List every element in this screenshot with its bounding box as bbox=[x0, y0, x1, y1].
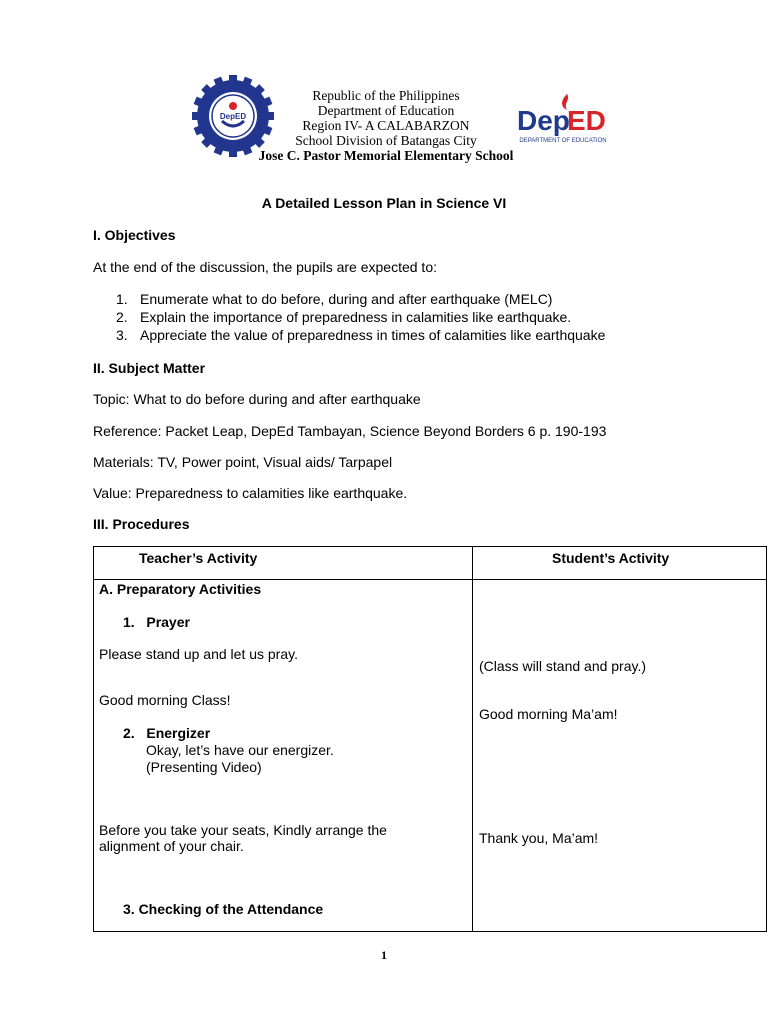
item-text: Appreciate the value of preparedness in times of calamities like earthquake bbox=[140, 327, 606, 343]
greeting-student-text: Good morning Ma’am! bbox=[479, 706, 618, 722]
objectives-list bbox=[116, 290, 605, 344]
list-item bbox=[116, 326, 605, 344]
energizer-number: 2. bbox=[123, 725, 135, 741]
lesson-title: A Detailed Lesson Plan in Science VI bbox=[261, 195, 507, 211]
prayer-teacher-text: Please stand up and let us pray. bbox=[99, 646, 298, 662]
logo-sub-text: DEPARTMENT OF EDUCATION bbox=[519, 138, 607, 144]
prayer-label: Prayer bbox=[146, 614, 190, 630]
prayer-number: 1. bbox=[123, 614, 135, 630]
item-text: Enumerate what to do before, during and after earthquake (MELC) bbox=[140, 291, 553, 307]
item-number: 3. bbox=[116, 327, 128, 343]
item-number: 2. bbox=[116, 309, 128, 325]
objectives-heading: I. Objectives bbox=[93, 227, 176, 243]
logo-dep-text: Dep bbox=[517, 105, 570, 136]
greeting-teacher-text: Good morning Class! bbox=[99, 692, 231, 708]
energizer-heading bbox=[123, 725, 210, 742]
preparatory-activities: A. Preparatory Activities bbox=[99, 581, 262, 597]
republic-line: Republic of the Philippines bbox=[312, 88, 460, 103]
procedures-table bbox=[93, 546, 767, 932]
item-text: Explain the importance of preparedness in calamities like earthquake. bbox=[140, 309, 572, 325]
school-name: Jose C. Pastor Memorial Elementary School bbox=[258, 148, 514, 163]
item-number: 1. bbox=[116, 291, 128, 307]
division-line: School Division of Batangas City bbox=[295, 133, 477, 148]
page-number: 1 bbox=[381, 948, 387, 962]
header-divider bbox=[94, 579, 766, 580]
department-line: Department of Education bbox=[317, 103, 455, 118]
energizer-teacher-line-2: (Presenting Video) bbox=[146, 759, 262, 775]
region-line: Region IV- A CALABARZON bbox=[302, 118, 470, 133]
attendance-heading: 3. Checking of the Attendance bbox=[123, 901, 324, 917]
list-item bbox=[116, 308, 605, 326]
seating-student-text: Thank you, Ma’am! bbox=[479, 830, 599, 846]
logo-ed-text: ED bbox=[567, 105, 606, 136]
energizer-label: Energizer bbox=[146, 725, 211, 741]
list-item bbox=[116, 290, 605, 308]
objectives-intro: At the end of the discussion, the pupils are expected to: bbox=[93, 259, 437, 275]
column-divider bbox=[472, 547, 473, 931]
materials-line: Materials: TV, Power point, Visual aids/ Tarpapel bbox=[93, 454, 393, 470]
student-column-header: Student’s Activity bbox=[552, 550, 670, 566]
subject-matter-heading: II. Subject Matter bbox=[93, 360, 206, 376]
letterhead-text bbox=[240, 88, 532, 163]
seating-teacher-line-2: alignment of your chair. bbox=[99, 838, 244, 854]
value-line: Value: Preparedness to calamities like earthquake. bbox=[93, 485, 408, 501]
seal-center-text: DepED bbox=[219, 112, 247, 121]
deped-logo-icon bbox=[515, 90, 611, 146]
topic-line: Topic: What to do before during and after earthquake bbox=[93, 391, 421, 407]
procedures-heading: III. Procedures bbox=[93, 516, 190, 532]
prayer-heading bbox=[123, 614, 190, 631]
letterhead bbox=[0, 72, 768, 172]
teacher-column-header: Teacher’s Activity bbox=[139, 550, 258, 566]
prayer-student-text: (Class will stand and pray.) bbox=[479, 658, 647, 674]
seating-teacher-line-1: Before you take your seats, Kindly arrange the bbox=[99, 822, 387, 838]
reference-line: Reference: Packet Leap, DepEd Tambayan, Science Beyond Borders 6 p. 190-193 bbox=[93, 423, 607, 439]
energizer-teacher-line-1: Okay, let’s have our energizer. bbox=[146, 742, 334, 758]
